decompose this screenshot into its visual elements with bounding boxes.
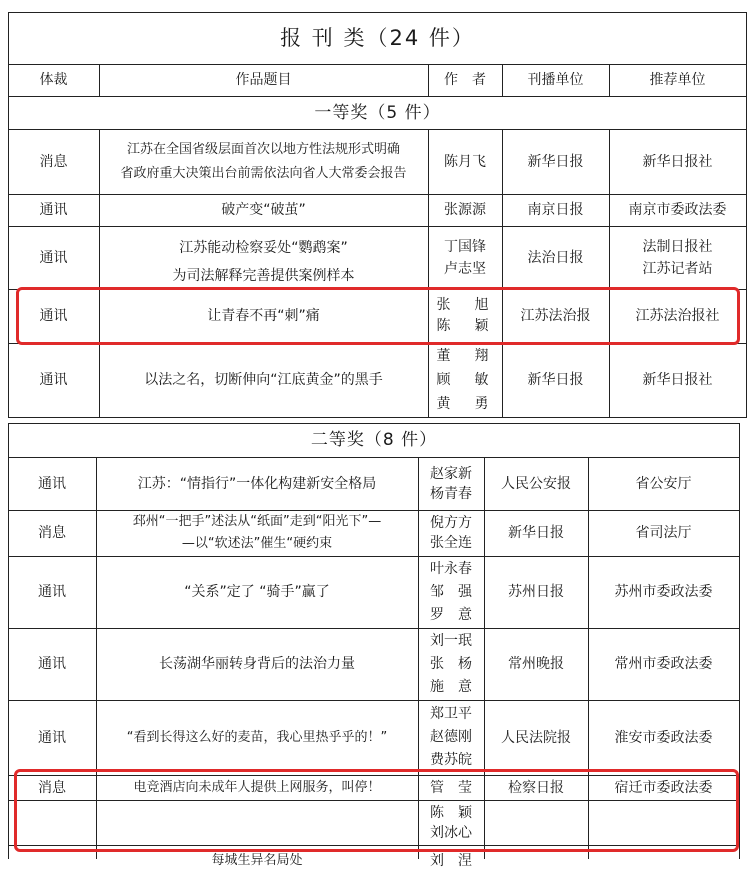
table-row-publisher: 人民公安报: [501, 475, 571, 492]
table-row-genre: 消息: [38, 779, 66, 796]
table-row-publisher: 新华日报: [527, 372, 584, 388]
table-row-work: “关系”定了 “骑手”赢了: [184, 584, 330, 600]
table-row-genre: [8, 800, 96, 845]
table-row-work: “看到长得这么好的麦苗，我心里热乎乎的！”: [126, 729, 388, 745]
table-row-author: 张源源: [444, 202, 486, 218]
table-row-author: 丁国锋 卢志坚: [444, 238, 486, 277]
table-row-genre: 消息: [38, 525, 66, 541]
table-row-author: 陈月飞: [444, 153, 486, 170]
table-row-publisher: 法治日报: [527, 249, 584, 266]
table-row-recommender: 常州市委政法委: [614, 656, 713, 672]
table-row-recommender: [588, 800, 739, 845]
table-row-publisher: 人民法院报: [501, 729, 571, 746]
table-title: 报 刊 类（24 件）: [280, 26, 475, 50]
table-row-work: 邳州“一把手”述法从“纸面”走到“阳光下”— —以“软述法”催生“硬约束: [132, 514, 382, 551]
table-row-author: 董 翔 顾 敏 黄 勇: [436, 348, 494, 412]
table-row-genre: 通讯: [38, 475, 66, 492]
table-row-publisher: 南京日报: [527, 202, 584, 218]
table-row-genre: 消息: [39, 153, 68, 170]
table-row-work: 电竞酒店向未成年人提供上网服务，叫停！: [133, 779, 381, 795]
table-row-work: 江苏能动检察妥处“鹦鹉案” 为司法解释完善提供案例样本: [172, 240, 355, 284]
table-row-work: 江苏在全国省级层面首次以地方性法规形式明确 省政府重大决策出台前需依法向省人大常委会报告: [120, 141, 407, 181]
table-row-recommender: 新华日报社: [642, 153, 713, 170]
table-row-recommender: 南京市委政法委: [628, 202, 727, 218]
table-row-author: 张 旭 陈 颖: [436, 297, 494, 334]
header-genre: 体裁: [39, 72, 68, 88]
table-row-work: [96, 800, 418, 845]
table-row-work: 江苏：“情指行”一体化构建新安全格局: [137, 475, 377, 492]
table-row-author: 倪方方 张全连: [430, 515, 472, 551]
table-row-publisher: 江苏法治报: [520, 308, 591, 324]
second-prize-heading: 二等奖（8 件）: [310, 430, 438, 450]
partial-row-author: 刘 涅: [430, 853, 472, 869]
table-row-publisher: 常州晚报: [508, 656, 564, 672]
table-row-publisher: 新华日报: [527, 153, 584, 170]
table-row-publisher: 苏州日报: [508, 584, 564, 600]
table-row-publisher: [484, 800, 588, 845]
header-author: 作 者: [444, 72, 486, 88]
table-row-publisher: 新华日报: [508, 525, 564, 541]
table-row-recommender: 苏州市委政法委: [614, 584, 713, 600]
table-row-author: 叶永春 邹 强 罗 意: [430, 560, 472, 623]
table-row-recommender: 淮安市委政法委: [614, 729, 713, 746]
table-row-publisher: 检察日报: [508, 779, 564, 796]
table-row-genre: 通讯: [39, 202, 68, 218]
table-row-genre: 通讯: [38, 729, 66, 746]
table-row-genre: 通讯: [39, 372, 68, 388]
table-row-recommender: 省公安厅: [635, 475, 692, 492]
table-row-author: 郑卫平 赵德刚 费苏皖: [430, 706, 472, 768]
table-row-recommender: 江苏法治报社: [635, 308, 720, 324]
table-row-work: 以法之名，切断伸向“江底黄金”的黑手: [144, 372, 383, 388]
table-row-genre: 通讯: [39, 308, 68, 324]
table-row-recommender: 省司法厅: [635, 525, 692, 541]
table-row-recommender: 新华日报社: [642, 372, 713, 388]
table-row-work: 让青春不再“刺”痛: [207, 308, 320, 324]
table-row-author: 陈 颖 刘冰心: [430, 804, 472, 841]
first-prize-heading: 一等奖（5 件）: [314, 102, 441, 123]
table-row-genre: 通讯: [39, 249, 68, 266]
table-row-recommender: 宿迁市委政法委: [614, 779, 713, 796]
table-row-recommender: 法制日报社 江苏记者站: [642, 238, 713, 277]
table-row-author: 赵家新 杨青春: [430, 465, 472, 502]
table-row-genre: 通讯: [38, 584, 66, 600]
partial-row-work: 每城生异名局处: [211, 853, 303, 868]
table-row-work: 破产变“破茧”: [221, 202, 306, 218]
header-publisher: 刊播单位: [527, 72, 584, 88]
header-work-title: 作品题目: [235, 72, 292, 88]
header-recommender: 推荐单位: [649, 72, 706, 88]
table-row-author: 管 莹: [430, 779, 472, 796]
table-row-genre: 通讯: [38, 656, 66, 672]
table-row-author: 刘一珉 张 杨 施 意: [430, 632, 472, 695]
table-row-work: 长荡湖华丽转身背后的法治力量: [159, 656, 355, 672]
